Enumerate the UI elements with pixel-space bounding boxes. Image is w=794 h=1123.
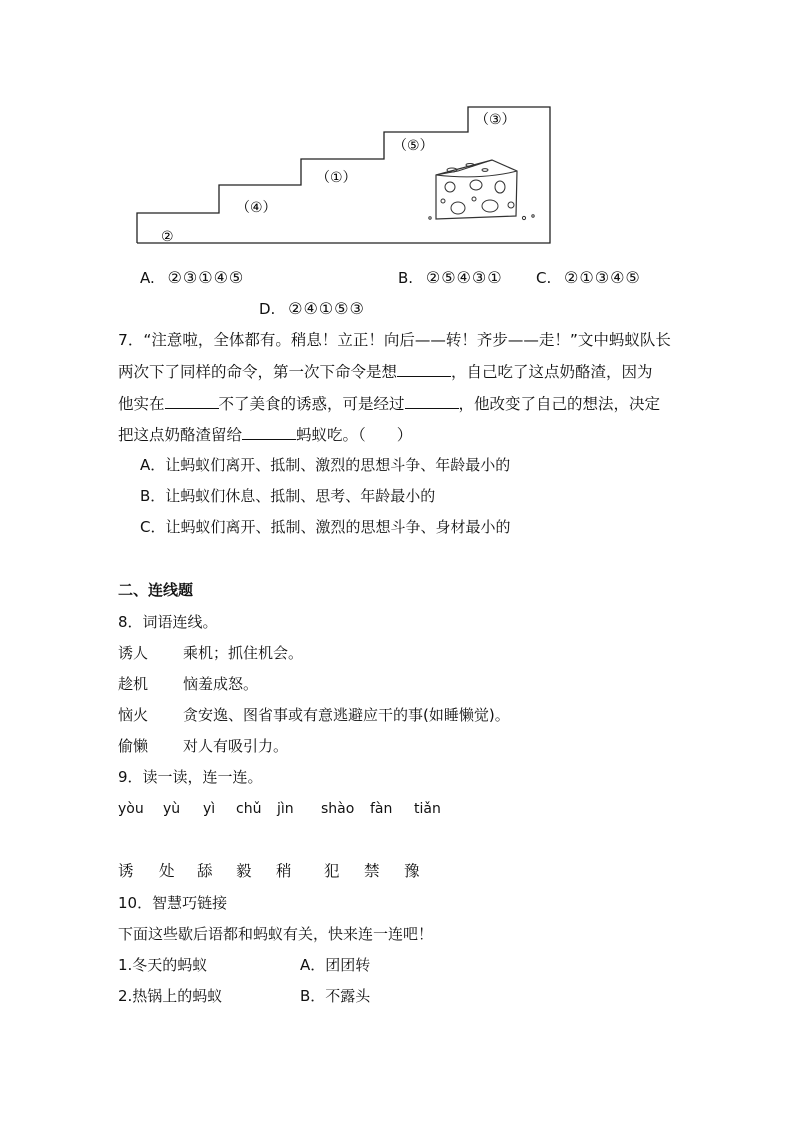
step-label-1: ② [161,229,174,245]
q10-intro: 下面这些歇后语都和蚂蚁有关，快来连一连吧！ [118,925,434,943]
char-item[interactable]: 处 [159,862,175,880]
answer-blank[interactable] [397,362,451,377]
option-letter: A. [140,269,155,287]
q6-option-b[interactable] [398,268,503,288]
q8-word-1[interactable]: 诱人 [118,644,149,662]
step-label-2: （④） [236,200,277,216]
char-item[interactable]: 舔 [197,862,213,880]
q7-line-2 [118,362,653,382]
q10-left-2[interactable]: 2.热锅上的蚂蚁 [118,987,223,1005]
q8-word-4[interactable]: 偷懒 [118,737,149,755]
option-letter: C. [536,269,552,287]
pinyin-item[interactable]: chǔ [236,801,262,817]
staircase-figure [0,0,794,260]
step-label-5: （③） [475,112,516,128]
q7-line-4 [118,425,412,445]
q8-word-2[interactable]: 趁机 [118,675,149,693]
q7-text: 他实在 [118,395,165,413]
answer-blank[interactable] [242,425,296,440]
q7-line-3 [118,394,660,414]
pinyin-item[interactable]: fàn [370,801,393,817]
pinyin-item[interactable]: yòu [118,801,144,817]
q10-left-1[interactable]: 1.冬天的蚂蚁 [118,956,208,974]
option-text: ②①③④⑤ [564,268,641,287]
q8-meaning-2[interactable]: 恼羞成怒。 [183,675,259,693]
char-item[interactable]: 禁 [364,862,380,880]
step-label-3: （①） [316,170,357,186]
char-item[interactable]: 豫 [404,862,420,880]
q6-option-c[interactable] [536,268,641,288]
q8-meaning-3[interactable]: 贪安逸、图省事或有意逃避应干的事(如睡懒觉)。 [183,706,510,724]
q10-right-2[interactable]: B．不露头 [300,987,371,1005]
pinyin-item[interactable]: yì [203,801,216,817]
char-item[interactable]: 稍 [276,862,292,880]
pinyin-item[interactable]: shào [321,801,355,817]
pinyin-item[interactable]: tiǎn [414,801,441,817]
q6-option-d[interactable] [259,299,365,319]
q9-title: 9．读一读，连一连。 [118,768,263,786]
q8-word-3[interactable]: 恼火 [118,706,149,724]
q8-meaning-4[interactable]: 对人有吸引力。 [183,737,289,755]
option-letter: B. [398,269,414,287]
q7-text: 两次下了同样的命令，第一次下命令是想 [118,363,398,381]
section-title: 二、连线题 [118,581,194,599]
answer-blank[interactable] [165,394,219,409]
option-text: ②⑤④③① [425,268,503,287]
pinyin-item[interactable]: jìn [277,801,294,817]
char-item[interactable]: 毅 [236,862,252,880]
step-label-4: （⑤） [393,138,434,154]
option-text: ②③①④⑤ [167,268,245,287]
q10-title: 10．智慧巧链接 [118,894,228,912]
option-letter: D. [259,300,276,318]
q7-option-c[interactable]: C．让蚂蚁们离开、抵制、激烈的思想斗争、身材最小的 [140,518,511,536]
q8-meaning-1[interactable]: 乘机；抓住机会。 [183,644,304,662]
q7-text: ，自己吃了这点奶酪渣，因为 [451,363,653,381]
cheese-icon [429,160,534,220]
q6-option-a[interactable] [140,268,244,288]
q7-text: 不了美食的诱惑，可是经过 [218,395,405,413]
char-item[interactable]: 诱 [118,862,134,880]
char-item[interactable]: 犯 [324,862,340,880]
q7-option-a[interactable]: A．让蚂蚁们离开、抵制、激烈的思想斗争、年龄最小的 [140,456,511,474]
q7-text: ，他改变了自己的想法，决定 [458,395,661,413]
pinyin-item[interactable]: yù [163,801,181,817]
q8-title: 8．词语连线。 [118,613,218,631]
q7-option-b[interactable]: B．让蚂蚁们休息、抵制、思考、年龄最小的 [140,487,436,505]
q7-text: 蚂蚁吃。（ ） [296,426,413,444]
q7-text: 把这点奶酪渣留给 [118,426,243,444]
answer-blank[interactable] [405,394,459,409]
q10-right-1[interactable]: A．团团转 [300,956,371,974]
option-text: ②④①⑤③ [288,299,365,318]
q7-line-1: 7．“注意啦，全体都有。稍息！立正！向后——转！齐步——走！”文中蚂蚁队长 [118,331,671,349]
